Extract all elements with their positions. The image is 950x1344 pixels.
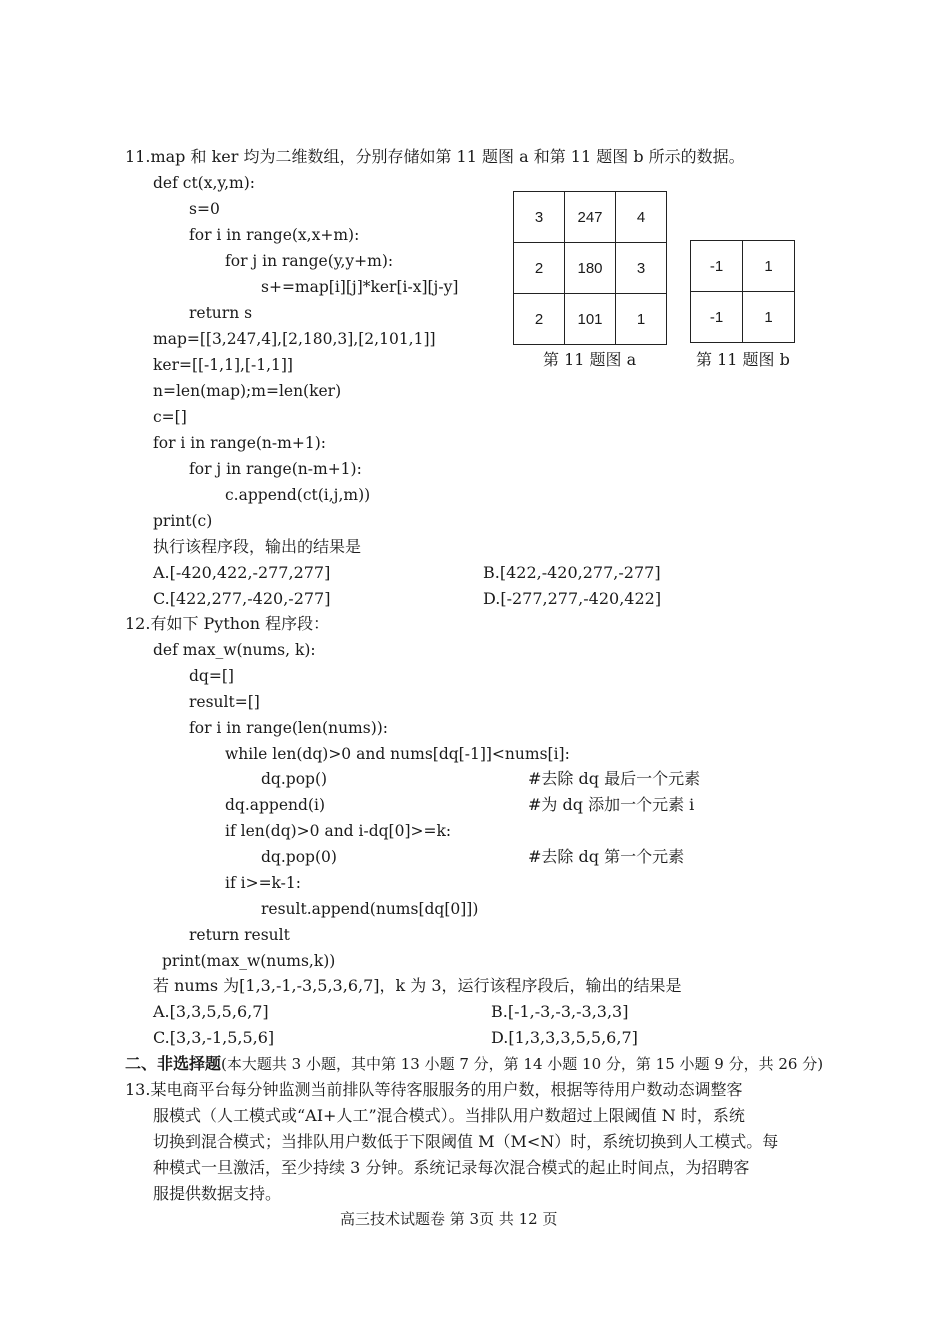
grid-cell: 2 bbox=[514, 294, 565, 345]
code-line: c.append(ct(i,j,m)) bbox=[225, 486, 371, 504]
code-line: for i in range(x,x+m): bbox=[189, 226, 360, 244]
code-line: return result bbox=[189, 926, 290, 944]
q13-line: 服提供数据支持。 bbox=[153, 1184, 282, 1203]
code-line: if len(dq)>0 and i-dq[0]>=k: bbox=[225, 822, 452, 840]
q13-line: 切换到混合模式；当排队用户数低于下限阈值 M（M<N）时，系统切换到人工模式。每 bbox=[153, 1132, 779, 1151]
q13-line: 13.某电商平台每分钟监测当前排队等待客服服务的用户数，根据等待用户数动态调整客 bbox=[125, 1080, 743, 1099]
code-line: return s bbox=[189, 304, 253, 322]
code-line: c=[] bbox=[153, 408, 187, 426]
grid-cell: 247 bbox=[565, 192, 616, 243]
grid-cell: 180 bbox=[565, 243, 616, 294]
q13-line: 种模式一旦激活，至少持续 3 分钟。系统记录每次混合模式的起止时间点，为招聘客 bbox=[153, 1158, 750, 1177]
code-line: for i in range(n-m+1): bbox=[153, 434, 326, 452]
code-line: print(c) bbox=[153, 512, 213, 530]
grid-cell: 2 bbox=[514, 243, 565, 294]
code-line: def ct(x,y,m): bbox=[153, 174, 255, 192]
code-line: s+=map[i][j]*ker[i-x][j-y] bbox=[261, 278, 459, 296]
code-comment: #为 dq 添加一个元素 i bbox=[528, 795, 695, 814]
code-line: result=[] bbox=[189, 693, 260, 711]
code-line: dq=[] bbox=[189, 667, 234, 685]
grid-cell: 4 bbox=[616, 192, 667, 243]
q13-line: 服模式（人工模式或“AI+人工”混合模式）。当排队用户数超过上限阈值 N 时，系统 bbox=[153, 1106, 745, 1125]
grid-cell: -1 bbox=[691, 241, 743, 292]
figure-a-caption: 第 11 题图 a bbox=[543, 350, 637, 369]
grid-cell: -1 bbox=[691, 292, 743, 343]
q11-stem: 11.map 和 ker 均为二维数组，分别存储如第 11 题图 a 和第 11 题图 b 所示的数据。 bbox=[125, 147, 745, 166]
grid-cell: 1 bbox=[743, 241, 795, 292]
code-line: for j in range(n-m+1): bbox=[189, 460, 362, 478]
section-title: 二、非选择题 bbox=[125, 1054, 222, 1073]
q11-option-a: A.[-420,422,-277,277] bbox=[153, 563, 331, 582]
code-line: s=0 bbox=[189, 200, 220, 218]
grid-cell: 1 bbox=[743, 292, 795, 343]
code-line: dq.pop() bbox=[261, 770, 328, 788]
code-line: n=len(map);m=len(ker) bbox=[153, 382, 342, 400]
code-line: if i>=k-1: bbox=[225, 874, 301, 892]
section-heading bbox=[125, 1054, 823, 1074]
q12-stem: 12.有如下 Python 程序段： bbox=[125, 614, 330, 633]
code-comment: #去除 dq 最后一个元素 bbox=[528, 769, 701, 788]
figure-b-caption: 第 11 题图 b bbox=[696, 350, 790, 369]
page-footer: 高三技术试题卷 第 3页 共 12 页 bbox=[340, 1210, 558, 1228]
q11-option-d: D.[-277,277,-420,422] bbox=[483, 589, 662, 608]
q11-option-c: C.[422,277,-420,-277] bbox=[153, 589, 331, 608]
code-line: while len(dq)>0 and nums[dq[-1]]<nums[i]: bbox=[225, 745, 570, 763]
q12-option-d: D.[1,3,3,3,5,5,6,7] bbox=[491, 1028, 638, 1047]
code-line: dq.pop(0) bbox=[261, 848, 337, 866]
grid-cell: 3 bbox=[616, 243, 667, 294]
q12-prompt: 若 nums 为[1,3,-1,-3,5,3,6,7]，k 为 3，运行该程序段后，输出的结果是 bbox=[153, 976, 682, 995]
q11-option-b: B.[422,-420,277,-277] bbox=[483, 563, 661, 582]
code-line: for j in range(y,y+m): bbox=[225, 252, 394, 270]
code-line: result.append(nums[dq[0]]) bbox=[261, 900, 479, 918]
q12-option-a: A.[3,3,5,5,6,7] bbox=[153, 1002, 269, 1021]
grid-cell: 3 bbox=[514, 192, 565, 243]
grid-cell: 101 bbox=[565, 294, 616, 345]
q12-option-c: C.[3,3,-1,5,5,6] bbox=[153, 1028, 275, 1047]
section-note: (本大题共 3 小题，其中第 13 小题 7 分，第 14 小题 10 分，第 15 小题 9 分，共 26 分) bbox=[221, 1055, 824, 1073]
code-line: dq.append(i) bbox=[225, 796, 325, 814]
code-line: ker=[[-1,1],[-1,1]] bbox=[153, 356, 293, 374]
figure-b-grid bbox=[690, 240, 795, 343]
q11-prompt: 执行该程序段，输出的结果是 bbox=[153, 537, 362, 556]
figure-a-grid bbox=[513, 191, 667, 345]
code-line: map=[[3,247,4],[2,180,3],[2,101,1]] bbox=[153, 330, 436, 348]
grid-cell: 1 bbox=[616, 294, 667, 345]
code-line: def max_w(nums, k): bbox=[153, 641, 316, 659]
q12-option-b: B.[-1,-3,-3,-3,3,3] bbox=[491, 1002, 629, 1021]
code-line: print(max_w(nums,k)) bbox=[162, 952, 336, 970]
code-comment: #去除 dq 第一个元素 bbox=[528, 847, 685, 866]
code-line: for i in range(len(nums)): bbox=[189, 719, 389, 737]
